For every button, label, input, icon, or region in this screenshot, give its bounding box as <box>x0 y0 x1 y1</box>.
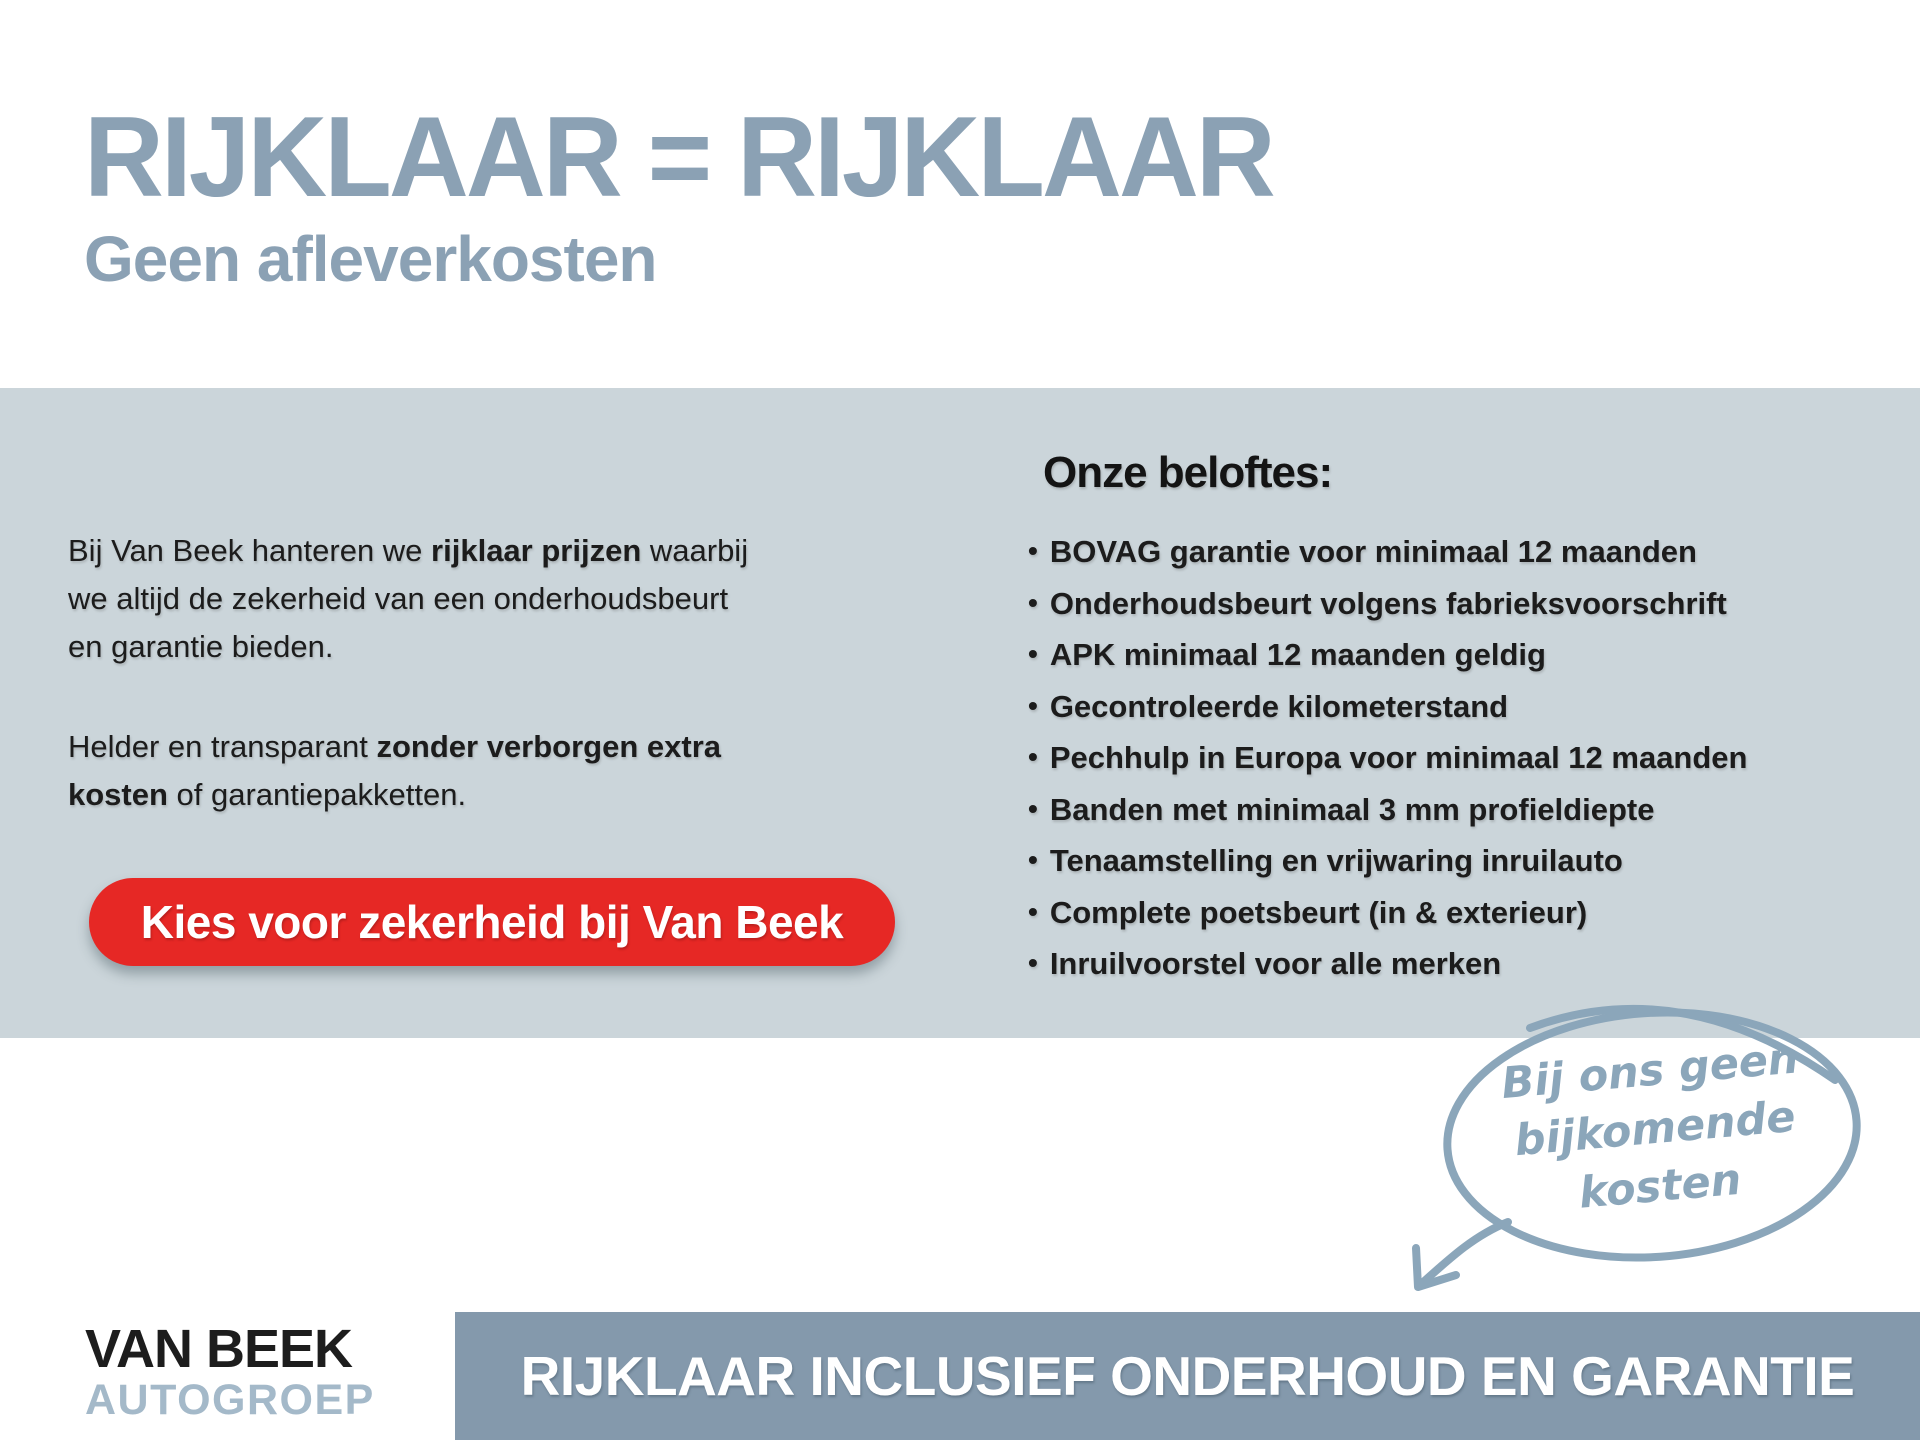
promise-item: • BOVAG garantie voor minimaal 12 maanden <box>1028 527 1747 579</box>
promise-item: • Onderhoudsbeurt volgens fabrieksvoorschrift <box>1028 579 1747 631</box>
footer-banner <box>455 1312 1920 1440</box>
promise-item: • Tenaamstelling en vrijwaring inruilauto <box>1028 836 1747 888</box>
promise-item: • APK minimaal 12 maanden geldig <box>1028 630 1747 682</box>
intro-paragraph-2 <box>68 723 768 819</box>
promises-heading: Onze beloftes: <box>1043 448 1333 497</box>
page-subtitle: Geen afleverkosten <box>84 223 657 295</box>
page-title: RIJKLAAR = RIJKLAAR <box>84 94 1273 221</box>
certainty-cta-button[interactable]: Kies voor zekerheid bij Van Beek <box>89 878 895 966</box>
note-line-3: kosten <box>1576 1154 1744 1219</box>
van-beek-logo <box>85 1319 375 1424</box>
note-text <box>1478 1028 1832 1231</box>
intro-paragraph-1 <box>68 527 768 671</box>
promise-item: • Inruilvoorstel voor alle merken <box>1028 939 1747 991</box>
promise-item: • Gecontroleerde kilometerstand <box>1028 682 1747 734</box>
intro-p1-text: Bij Van Beek hanteren we <box>68 533 432 568</box>
promises-list <box>1028 527 1747 991</box>
intro-p1-text-after: waarbij we altijd de zekerheid van een onderhoudsbeurt en garantie bieden. <box>68 533 749 664</box>
promise-item: • Banden met minimaal 3 mm profieldiepte <box>1028 785 1747 837</box>
promise-item: • Pechhulp in Europa voor minimaal 12 maanden <box>1028 733 1747 785</box>
logo-name: VAN BEEK <box>85 1319 353 1379</box>
note-line-1: Bij ons geen <box>1499 1033 1801 1110</box>
note-line-2: bijkomende <box>1512 1091 1798 1167</box>
intro-p1-bold: rijklaar prijzen <box>431 533 642 568</box>
intro-p2-text-after: of garantiepakketten. <box>167 777 467 812</box>
handwritten-note-balloon <box>1380 990 1900 1320</box>
footer-banner-text: RIJKLAAR INCLUSIEF ONDERHOUD EN GARANTIE <box>520 1345 1855 1407</box>
intro-p2-text: Helder en transparant <box>68 729 377 764</box>
intro-p2-bold: zonder verborgen extra kosten <box>68 729 722 812</box>
logo-group: AUTOGROEP <box>85 1376 375 1424</box>
promise-item: • Complete poetsbeurt (in & exterieur) <box>1028 888 1747 940</box>
